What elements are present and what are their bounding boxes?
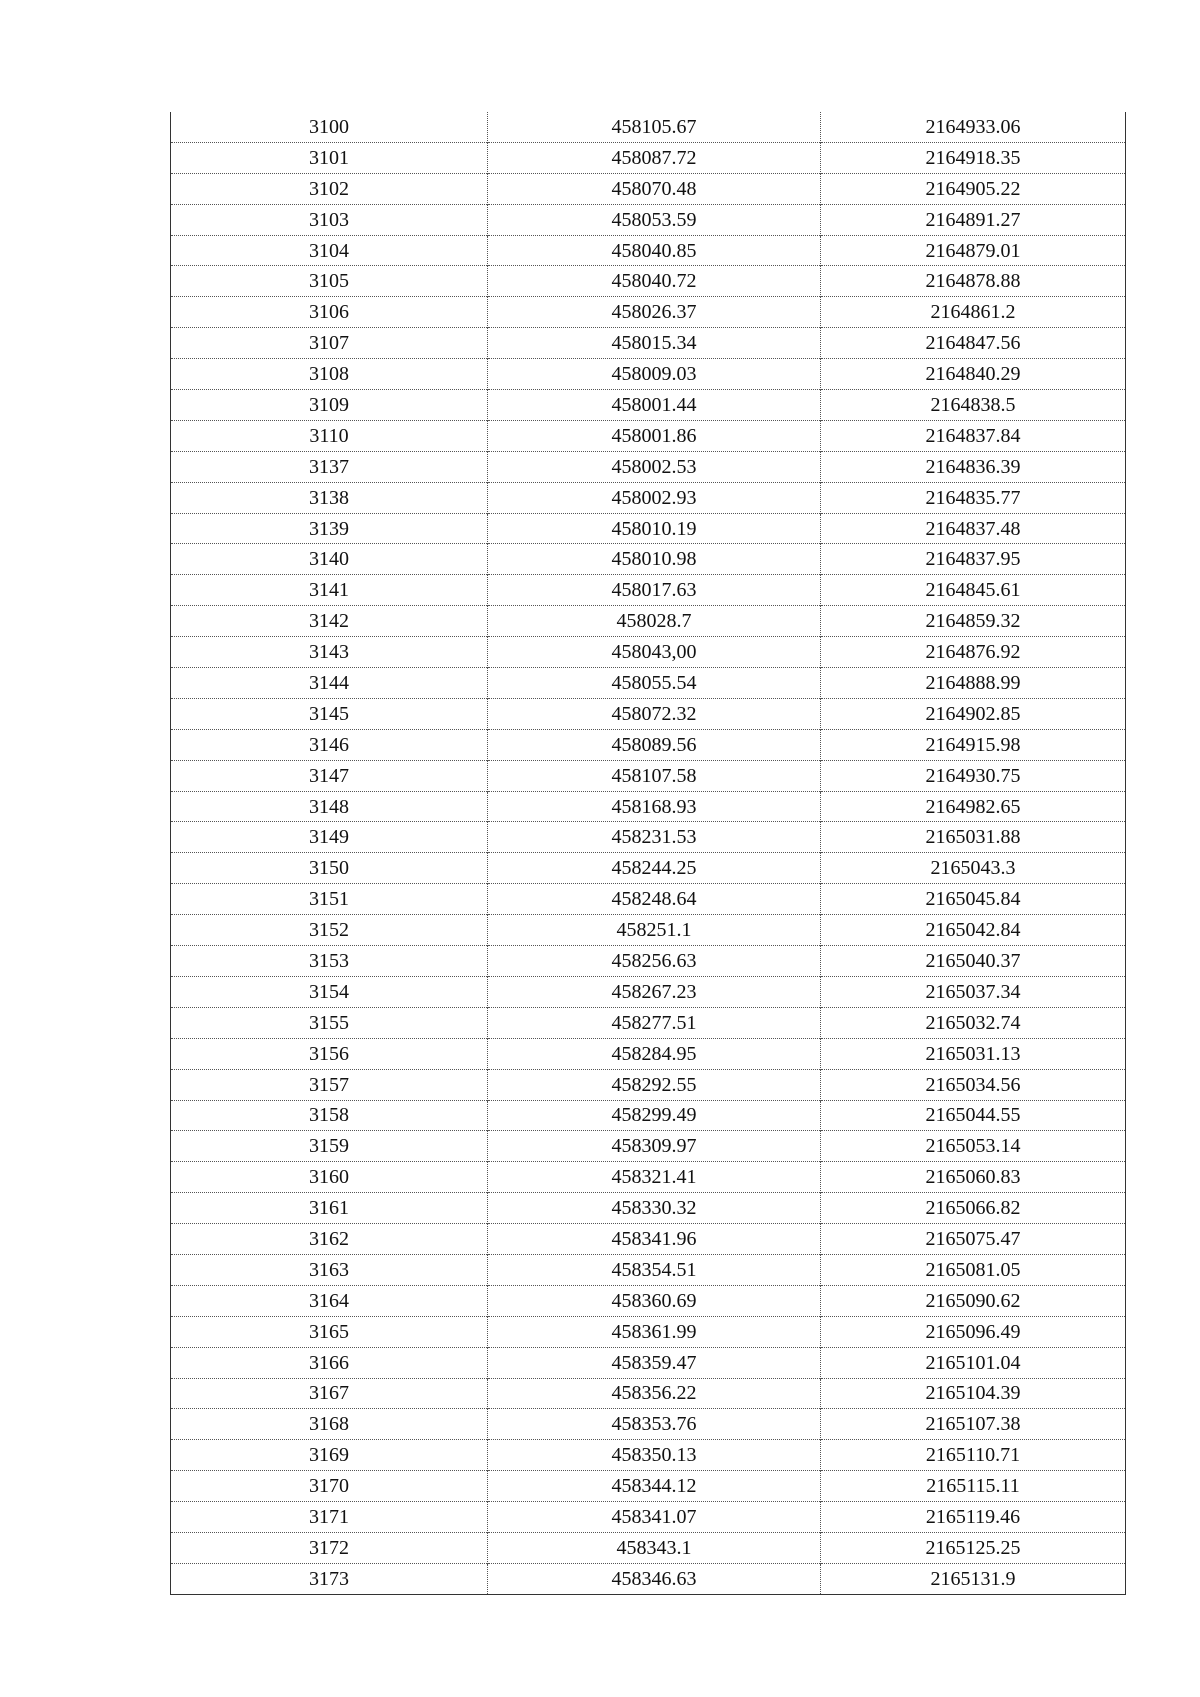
x-coordinate-cell: 458009.03 [488,359,821,390]
point-id-cell: 3164 [171,1285,488,1316]
x-coordinate-cell: 458299.49 [488,1100,821,1131]
point-id-cell: 3109 [171,390,488,421]
coordinates-table-body [171,112,1126,1594]
point-id-cell: 3149 [171,822,488,853]
table-row [171,1193,1126,1224]
x-coordinate-cell: 458284.95 [488,1038,821,1069]
y-coordinate-cell: 2165125.25 [821,1532,1126,1563]
point-id-cell: 3161 [171,1193,488,1224]
table-row [171,1347,1126,1378]
table-row [171,1471,1126,1502]
x-coordinate-cell: 458354.51 [488,1254,821,1285]
coordinates-table [170,112,1126,1595]
point-id-cell: 3145 [171,698,488,729]
x-coordinate-cell: 458028.7 [488,606,821,637]
x-coordinate-cell: 458360.69 [488,1285,821,1316]
x-coordinate-cell: 458343.1 [488,1532,821,1563]
point-id-cell: 3165 [171,1316,488,1347]
y-coordinate-cell: 2164933.06 [821,112,1126,142]
table-row [171,235,1126,266]
table-row [171,1378,1126,1409]
table-row [171,1007,1126,1038]
table-row [171,1069,1126,1100]
point-id-cell: 3104 [171,235,488,266]
point-id-cell: 3146 [171,729,488,760]
y-coordinate-cell: 2165101.04 [821,1347,1126,1378]
table-row [171,173,1126,204]
x-coordinate-cell: 458070.48 [488,173,821,204]
y-coordinate-cell: 2164836.39 [821,451,1126,482]
y-coordinate-cell: 2164888.99 [821,668,1126,699]
y-coordinate-cell: 2164837.48 [821,513,1126,544]
point-id-cell: 3139 [171,513,488,544]
table-row [171,112,1126,142]
y-coordinate-cell: 2164879.01 [821,235,1126,266]
point-id-cell: 3106 [171,297,488,328]
table-row [171,976,1126,1007]
table-row [171,359,1126,390]
x-coordinate-cell: 458330.32 [488,1193,821,1224]
y-coordinate-cell: 2164838.5 [821,390,1126,421]
table-row [171,1440,1126,1471]
x-coordinate-cell: 458248.64 [488,884,821,915]
x-coordinate-cell: 458341.96 [488,1224,821,1255]
table-row [171,1224,1126,1255]
x-coordinate-cell: 458015.34 [488,328,821,359]
y-coordinate-cell: 2165096.49 [821,1316,1126,1347]
point-id-cell: 3147 [171,760,488,791]
y-coordinate-cell: 2165066.82 [821,1193,1126,1224]
point-id-cell: 3156 [171,1038,488,1069]
x-coordinate-cell: 458359.47 [488,1347,821,1378]
point-id-cell: 3168 [171,1409,488,1440]
y-coordinate-cell: 2165034.56 [821,1069,1126,1100]
point-id-cell: 3148 [171,791,488,822]
table-row [171,1162,1126,1193]
point-id-cell: 3150 [171,853,488,884]
point-id-cell: 3160 [171,1162,488,1193]
point-id-cell: 3102 [171,173,488,204]
y-coordinate-cell: 2165104.39 [821,1378,1126,1409]
point-id-cell: 3151 [171,884,488,915]
table-row [171,1316,1126,1347]
table-row [171,544,1126,575]
table-row [171,1285,1126,1316]
x-coordinate-cell: 458089.56 [488,729,821,760]
table-row [171,328,1126,359]
y-coordinate-cell: 2165090.62 [821,1285,1126,1316]
table-row [171,698,1126,729]
table-row [171,729,1126,760]
table-row [171,482,1126,513]
x-coordinate-cell: 458231.53 [488,822,821,853]
table-row [171,946,1126,977]
x-coordinate-cell: 458356.22 [488,1378,821,1409]
y-coordinate-cell: 2164902.85 [821,698,1126,729]
point-id-cell: 3138 [171,482,488,513]
x-coordinate-cell: 458350.13 [488,1440,821,1471]
x-coordinate-cell: 458040.85 [488,235,821,266]
x-coordinate-cell: 458277.51 [488,1007,821,1038]
x-coordinate-cell: 458309.97 [488,1131,821,1162]
x-coordinate-cell: 458361.99 [488,1316,821,1347]
table-row [171,575,1126,606]
point-id-cell: 3152 [171,915,488,946]
x-coordinate-cell: 458256.63 [488,946,821,977]
x-coordinate-cell: 458321.41 [488,1162,821,1193]
y-coordinate-cell: 2165107.38 [821,1409,1126,1440]
y-coordinate-cell: 2165110.71 [821,1440,1126,1471]
point-id-cell: 3107 [171,328,488,359]
point-id-cell: 3137 [171,451,488,482]
x-coordinate-cell: 458267.23 [488,976,821,1007]
point-id-cell: 3162 [171,1224,488,1255]
point-id-cell: 3154 [171,976,488,1007]
table-row [171,142,1126,173]
table-row [171,637,1126,668]
y-coordinate-cell: 2165119.46 [821,1502,1126,1533]
y-coordinate-cell: 2164840.29 [821,359,1126,390]
y-coordinate-cell: 2165040.37 [821,946,1126,977]
x-coordinate-cell: 458010.19 [488,513,821,544]
table-row [171,420,1126,451]
x-coordinate-cell: 458001.86 [488,420,821,451]
table-row [171,1532,1126,1563]
y-coordinate-cell: 2165032.74 [821,1007,1126,1038]
table-row [171,297,1126,328]
point-id-cell: 3103 [171,204,488,235]
point-id-cell: 3144 [171,668,488,699]
y-coordinate-cell: 2165115.11 [821,1471,1126,1502]
table-row [171,915,1126,946]
x-coordinate-cell: 458244.25 [488,853,821,884]
point-id-cell: 3159 [171,1131,488,1162]
point-id-cell: 3171 [171,1502,488,1533]
y-coordinate-cell: 2164861.2 [821,297,1126,328]
y-coordinate-cell: 2165075.47 [821,1224,1126,1255]
x-coordinate-cell: 458055.54 [488,668,821,699]
x-coordinate-cell: 458053.59 [488,204,821,235]
table-row [171,822,1126,853]
x-coordinate-cell: 458107.58 [488,760,821,791]
table-row [171,853,1126,884]
table-row [171,451,1126,482]
y-coordinate-cell: 2165045.84 [821,884,1126,915]
x-coordinate-cell: 458002.93 [488,482,821,513]
x-coordinate-cell: 458344.12 [488,1471,821,1502]
point-id-cell: 3169 [171,1440,488,1471]
y-coordinate-cell: 2165037.34 [821,976,1126,1007]
x-coordinate-cell: 458001.44 [488,390,821,421]
x-coordinate-cell: 458043,00 [488,637,821,668]
point-id-cell: 3173 [171,1563,488,1594]
y-coordinate-cell: 2164891.27 [821,204,1126,235]
point-id-cell: 3157 [171,1069,488,1100]
x-coordinate-cell: 458040.72 [488,266,821,297]
point-id-cell: 3166 [171,1347,488,1378]
y-coordinate-cell: 2164930.75 [821,760,1126,791]
y-coordinate-cell: 2164876.92 [821,637,1126,668]
x-coordinate-cell: 458251.1 [488,915,821,946]
x-coordinate-cell: 458026.37 [488,297,821,328]
table-row [171,266,1126,297]
x-coordinate-cell: 458341.07 [488,1502,821,1533]
y-coordinate-cell: 2164837.84 [821,420,1126,451]
y-coordinate-cell: 2164859.32 [821,606,1126,637]
table-row [171,668,1126,699]
y-coordinate-cell: 2165044.55 [821,1100,1126,1131]
table-row [171,760,1126,791]
point-id-cell: 3100 [171,112,488,142]
table-row [171,1131,1126,1162]
table-row [171,791,1126,822]
point-id-cell: 3105 [171,266,488,297]
table-row [171,1038,1126,1069]
x-coordinate-cell: 458017.63 [488,575,821,606]
table-row [171,1409,1126,1440]
x-coordinate-cell: 458087.72 [488,142,821,173]
point-id-cell: 3101 [171,142,488,173]
point-id-cell: 3143 [171,637,488,668]
y-coordinate-cell: 2164837.95 [821,544,1126,575]
y-coordinate-cell: 2165060.83 [821,1162,1126,1193]
x-coordinate-cell: 458010.98 [488,544,821,575]
point-id-cell: 3158 [171,1100,488,1131]
table-row [171,1254,1126,1285]
point-id-cell: 3163 [171,1254,488,1285]
y-coordinate-cell: 2165081.05 [821,1254,1126,1285]
table-row [171,1100,1126,1131]
table-row [171,513,1126,544]
x-coordinate-cell: 458346.63 [488,1563,821,1594]
y-coordinate-cell: 2165031.13 [821,1038,1126,1069]
point-id-cell: 3110 [171,420,488,451]
point-id-cell: 3142 [171,606,488,637]
x-coordinate-cell: 458353.76 [488,1409,821,1440]
table-row [171,606,1126,637]
point-id-cell: 3140 [171,544,488,575]
table-row [171,1502,1126,1533]
y-coordinate-cell: 2165043.3 [821,853,1126,884]
point-id-cell: 3153 [171,946,488,977]
point-id-cell: 3141 [171,575,488,606]
table-row [171,390,1126,421]
point-id-cell: 3167 [171,1378,488,1409]
table-row [171,884,1126,915]
y-coordinate-cell: 2164982.65 [821,791,1126,822]
y-coordinate-cell: 2165042.84 [821,915,1126,946]
y-coordinate-cell: 2164835.77 [821,482,1126,513]
y-coordinate-cell: 2165131.9 [821,1563,1126,1594]
y-coordinate-cell: 2164845.61 [821,575,1126,606]
y-coordinate-cell: 2165053.14 [821,1131,1126,1162]
point-id-cell: 3172 [171,1532,488,1563]
x-coordinate-cell: 458002.53 [488,451,821,482]
table-row [171,204,1126,235]
y-coordinate-cell: 2164915.98 [821,729,1126,760]
x-coordinate-cell: 458292.55 [488,1069,821,1100]
y-coordinate-cell: 2165031.88 [821,822,1126,853]
point-id-cell: 3108 [171,359,488,390]
y-coordinate-cell: 2164878.88 [821,266,1126,297]
x-coordinate-cell: 458072.32 [488,698,821,729]
y-coordinate-cell: 2164918.35 [821,142,1126,173]
y-coordinate-cell: 2164847.56 [821,328,1126,359]
x-coordinate-cell: 458105.67 [488,112,821,142]
x-coordinate-cell: 458168.93 [488,791,821,822]
y-coordinate-cell: 2164905.22 [821,173,1126,204]
table-row [171,1563,1126,1594]
point-id-cell: 3170 [171,1471,488,1502]
point-id-cell: 3155 [171,1007,488,1038]
